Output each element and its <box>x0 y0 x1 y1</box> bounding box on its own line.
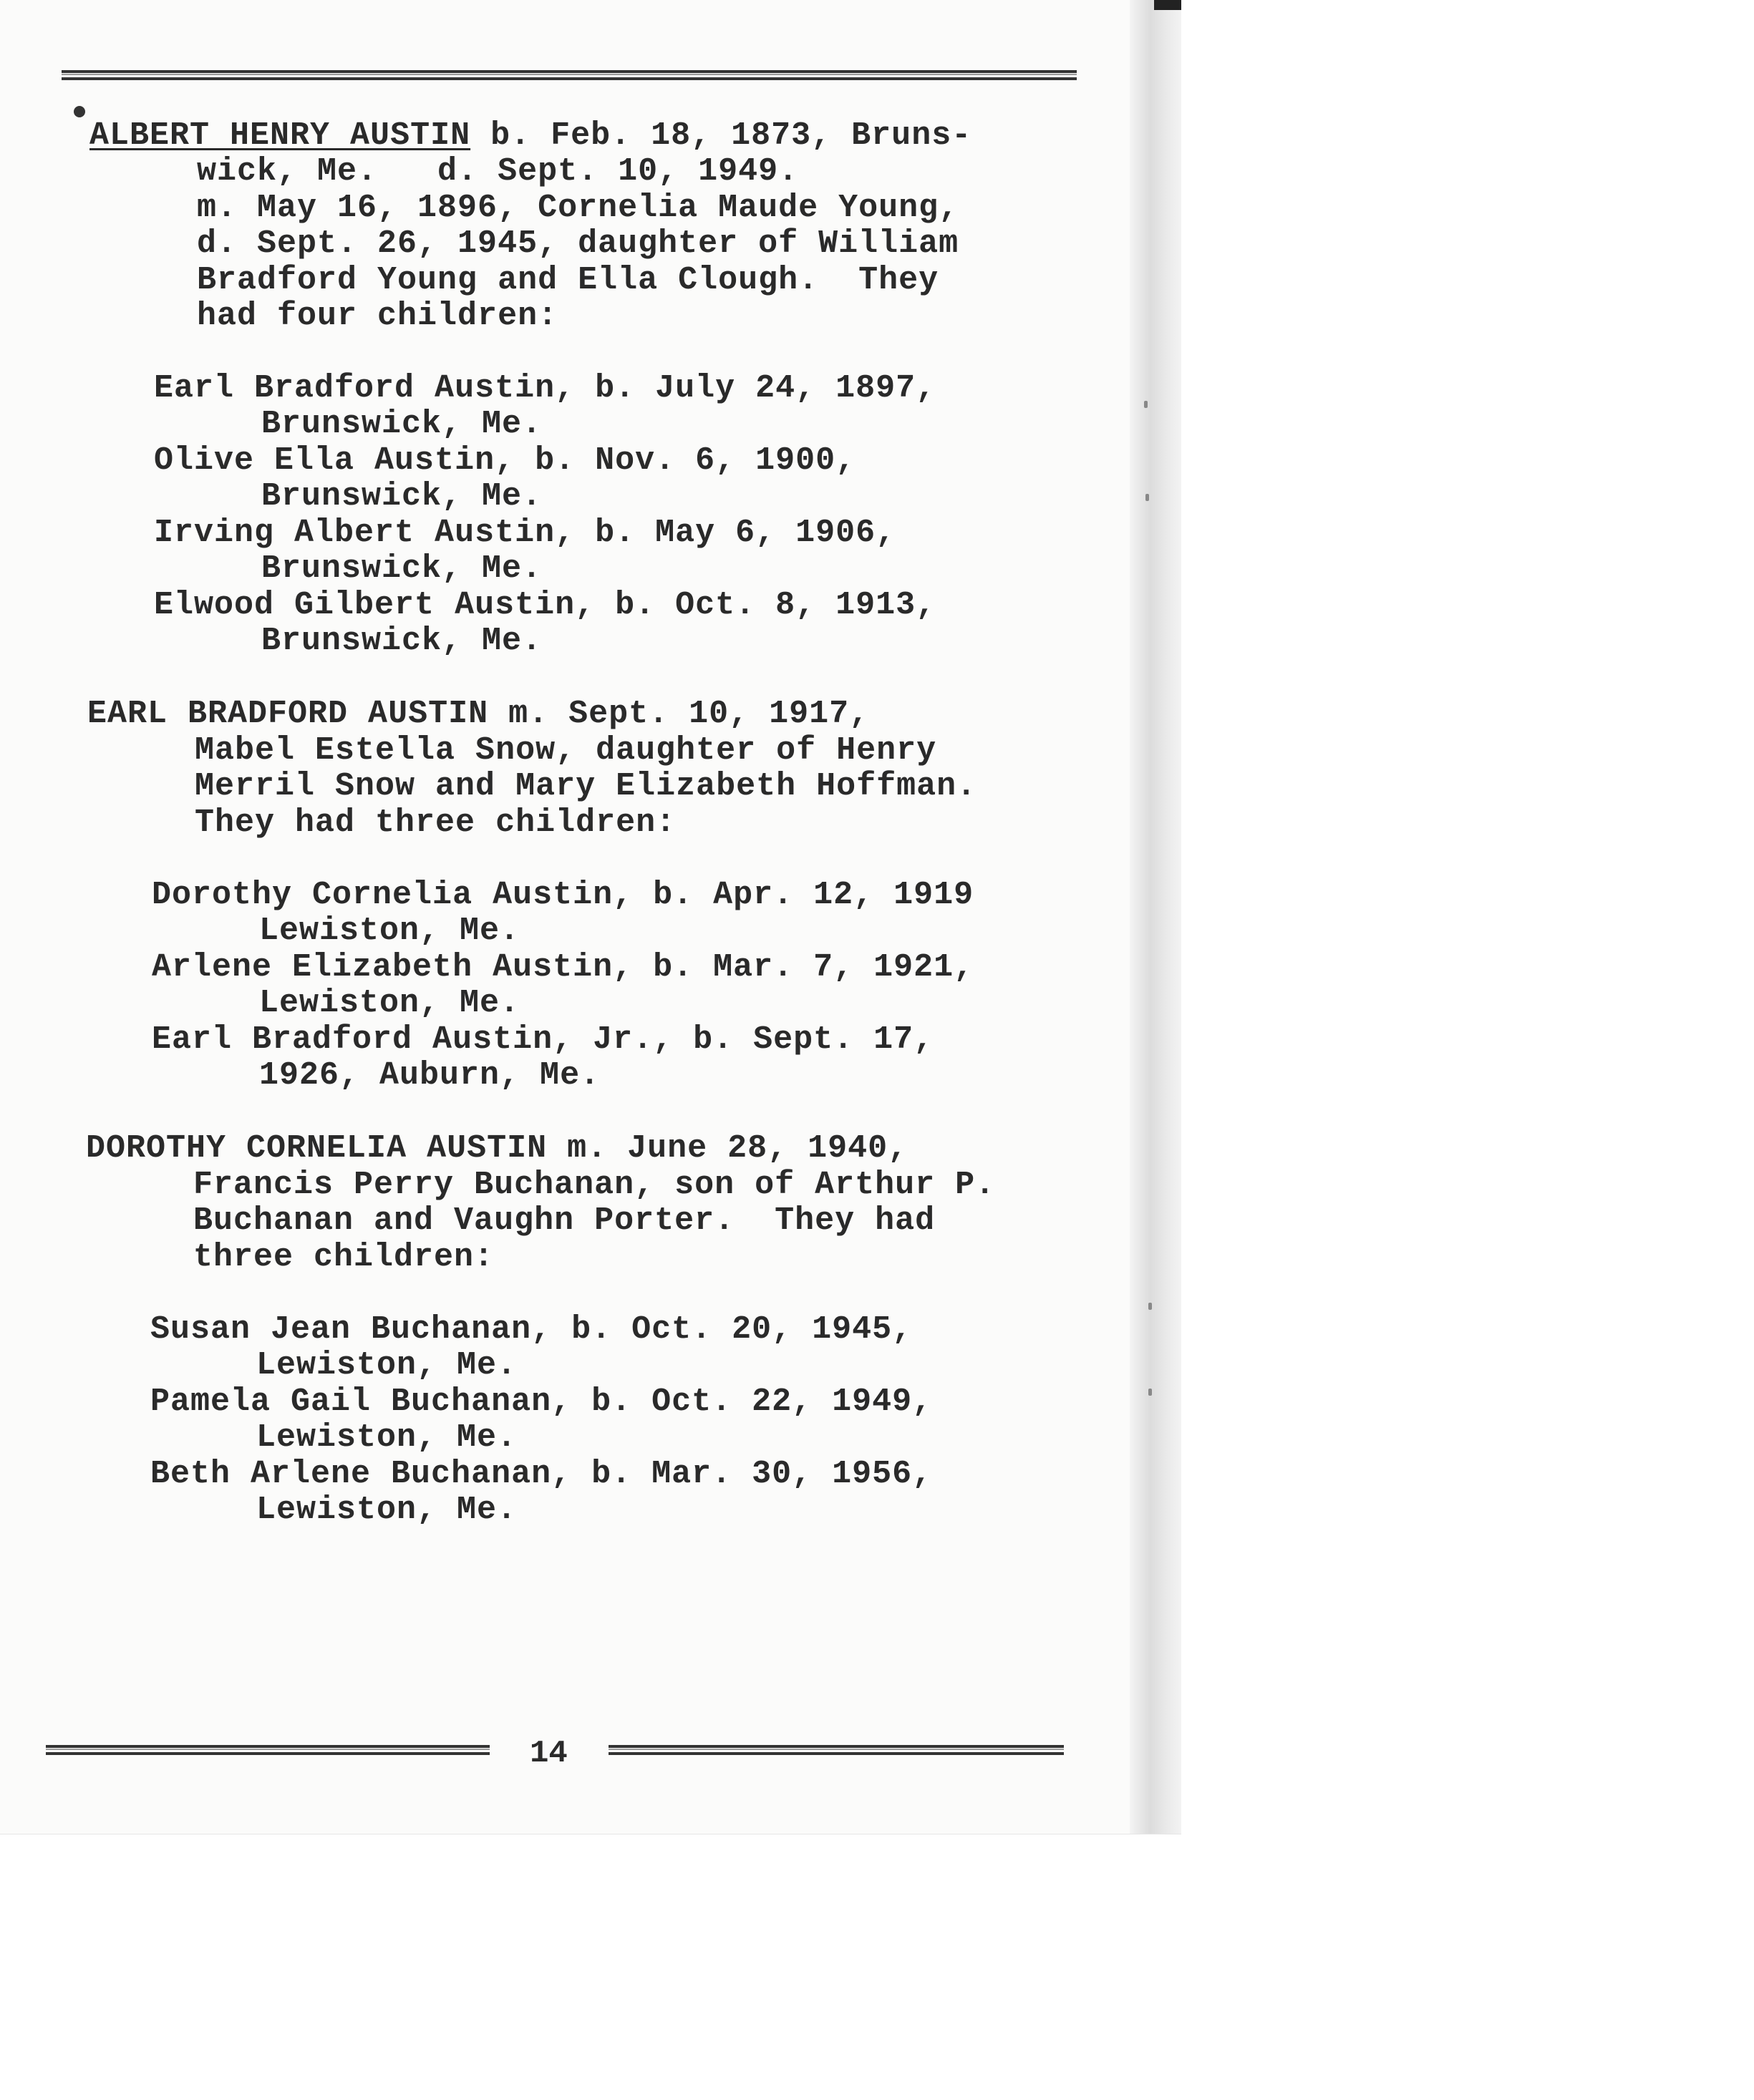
family-head-name: EARL BRADFORD AUSTIN <box>87 696 489 732</box>
family-head-line <box>87 696 869 732</box>
family-text-line: Francis Perry Buchanan, son of Arthur P. <box>193 1167 996 1203</box>
child-place: Lewiston, Me. <box>256 1492 518 1528</box>
child-place: Lewiston, Me. <box>259 913 520 949</box>
family-head-rest: b. Feb. 18, 1873, Bruns- <box>470 117 972 154</box>
family-text-line: wick, Me. d. Sept. 10, 1949. <box>197 153 799 190</box>
family-head-line <box>86 1131 908 1167</box>
child-place: Brunswick, Me. <box>261 478 543 515</box>
child-entry: Elwood Gilbert Austin, b. Oct. 8, 1913, <box>154 587 936 623</box>
edge-mark <box>1145 494 1149 501</box>
family-text-line: d. Sept. 26, 1945, daughter of William <box>197 225 959 262</box>
child-place: 1926, Auburn, Me. <box>259 1057 601 1094</box>
page-number: 14 <box>530 1736 568 1771</box>
family-head-rest: m. Sept. 10, 1917, <box>488 696 870 732</box>
footer-rule-left <box>46 1745 490 1755</box>
child-entry: Beth Arlene Buchanan, b. Mar. 30, 1956, <box>150 1456 933 1492</box>
corner-mark <box>1154 0 1181 10</box>
family-head-line <box>89 118 972 154</box>
family-head-name: ALBERT HENRY AUSTIN <box>89 117 471 154</box>
child-entry: Earl Bradford Austin, b. July 24, 1897, <box>154 370 936 407</box>
child-place: Brunswick, Me. <box>261 623 543 659</box>
family-text-line: Bradford Young and Ella Clough. They <box>197 262 939 298</box>
family-text-line: three children: <box>193 1239 495 1275</box>
child-place: Lewiston, Me. <box>256 1419 518 1456</box>
child-entry: Earl Bradford Austin, Jr., b. Sept. 17, <box>152 1021 934 1058</box>
child-entry: Dorothy Cornelia Austin, b. Apr. 12, 1919 <box>152 877 974 913</box>
edge-mark <box>1148 1303 1152 1310</box>
child-place: Lewiston, Me. <box>256 1347 518 1384</box>
footer-rule-right <box>609 1745 1064 1755</box>
child-entry: Irving Albert Austin, b. May 6, 1906, <box>154 515 896 551</box>
family-text-line: m. May 16, 1896, Cornelia Maude Young, <box>197 190 959 226</box>
child-entry: Arlene Elizabeth Austin, b. Mar. 7, 1921, <box>152 949 974 986</box>
family-head-name: DOROTHY CORNELIA AUSTIN <box>86 1130 548 1167</box>
child-place: Brunswick, Me. <box>261 550 543 587</box>
family-text-line: They had three children: <box>195 804 677 841</box>
child-place: Lewiston, Me. <box>259 985 520 1021</box>
edge-mark <box>1148 1389 1152 1396</box>
family-text-line: had four children: <box>197 298 558 334</box>
family-text-line: Buchanan and Vaughn Porter. They had <box>193 1202 936 1239</box>
family-text-line: Mabel Estella Snow, daughter of Henry <box>195 732 937 769</box>
bullet-marker <box>74 106 85 117</box>
child-place: Brunswick, Me. <box>261 406 543 442</box>
family-text-line: Merril Snow and Mary Elizabeth Hoffman. <box>195 768 977 804</box>
child-entry: Susan Jean Buchanan, b. Oct. 20, 1945, <box>150 1311 913 1348</box>
family-head-rest: m. June 28, 1940, <box>547 1130 909 1167</box>
child-entry: Pamela Gail Buchanan, b. Oct. 22, 1949, <box>150 1384 933 1420</box>
child-entry: Olive Ella Austin, b. Nov. 6, 1900, <box>154 442 856 479</box>
